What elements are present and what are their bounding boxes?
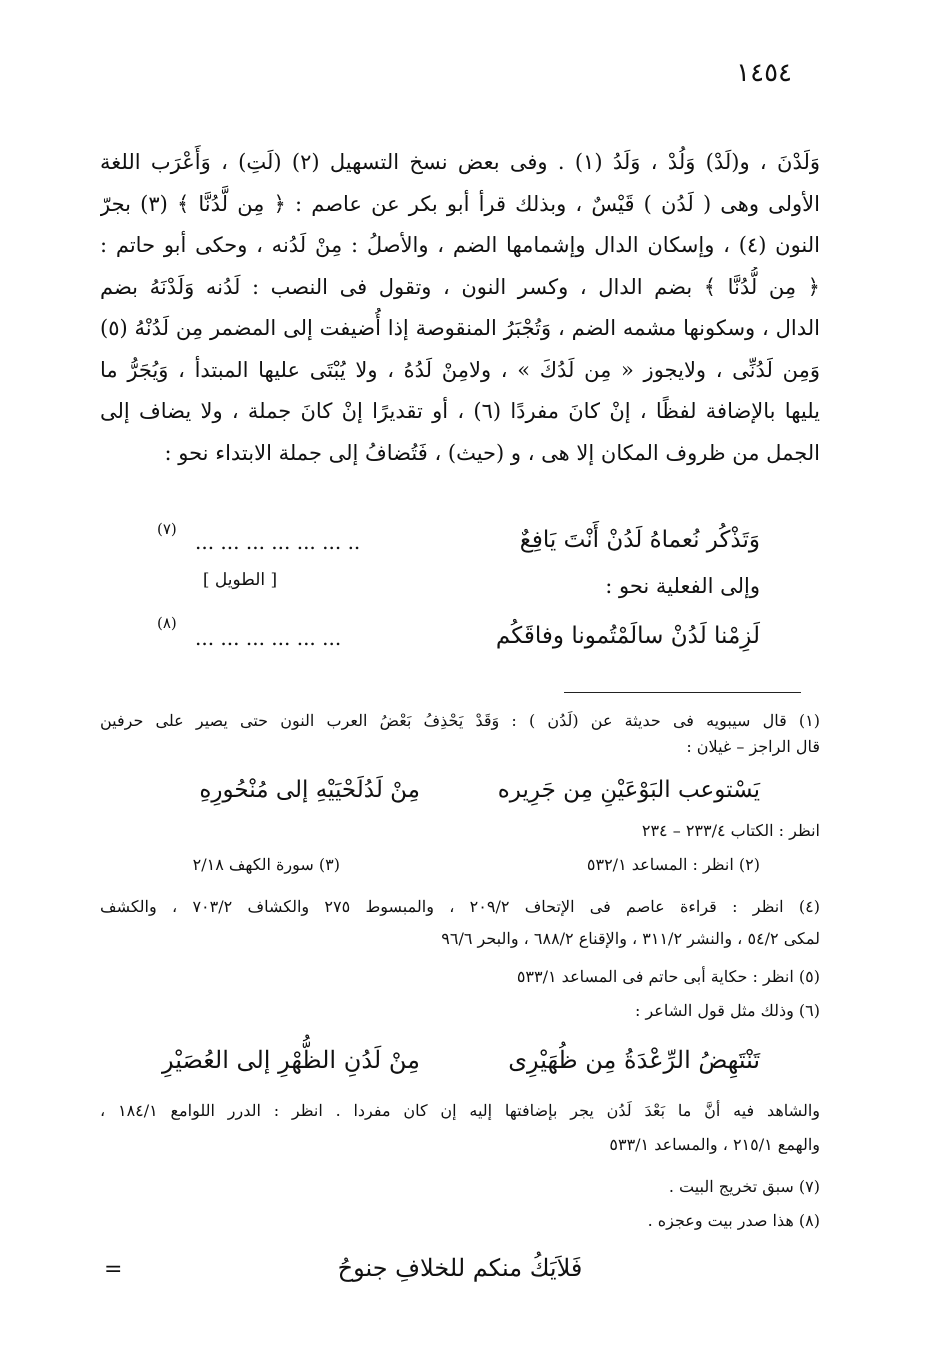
footnote-1-ref — [100, 818, 820, 844]
footnote-8 — [100, 1208, 820, 1234]
footnote-4-line: لمكى ٥٤/٢ ، والنشر ٣١١/٢ ، والإقناع ٦٨٨/٢ ، والبحر ٩٦/٦ — [441, 929, 820, 948]
footnote-1-reference: انظر : الكتاب ٢٣٣/٤ – ٢٣٤ — [641, 821, 820, 840]
footnote-7-text: (٧) سبق تخريج البيت . — [668, 1177, 820, 1196]
footnote-7 — [100, 1174, 820, 1200]
footnote-6-verse-second: مِنْ لَدُنِ الظُّهْرِ إلى العُصَيْرِ — [162, 1046, 420, 1074]
main-text-line: الجمل من ظروف المكان إلا هى ، و (حيث) ، فَتُضافُ إلى جملة الابتداء نحو : — [164, 440, 820, 465]
main-text-line: وَمِن لَدُنِّى ، ولايجوز « مِن لَدُكَ » ، ولامِنْ لَدُهُ ، ولا يُبْتَى عليها المبتدأ ، وَيُجَرُّ ما — [100, 357, 820, 382]
page-number: ١٤٥٤ — [736, 58, 792, 88]
main-text-line: النون (٤) ، وإسكان الدال وإشمامها الضم ، والأصلُ : مِنْ لَدُنه ، وحكى أبو حاتم : — [100, 233, 820, 257]
footnote-2-text: (٢) انظر : المساعد ٥٣٢/١ — [586, 855, 760, 874]
footnote-4-line: (٤) انظر : قراءة عاصم فى الإتحاف ٢٠٩/٢ ، والمبسوط ٢٧٥ والكشاف ٧٠٣/٢ ، والكشف — [100, 897, 820, 916]
footnote-1-verse-first: يَسْتوعب البَوْعَيْنِ مِن جَرِيره — [497, 777, 760, 803]
footnote-6-note — [100, 1098, 820, 1158]
footnote-5 — [100, 964, 820, 990]
verse-2-dots: ... ... ... ... ... ... — [195, 626, 342, 650]
main-paragraph — [100, 142, 820, 474]
footnote-ref-7: (٧) — [157, 520, 177, 538]
footnote-1-line: قال الراجز – غيلان : — [686, 737, 820, 756]
footnote-2 — [460, 852, 760, 878]
footnote-ref-8: (٨) — [157, 614, 177, 632]
footnote-8-text: (٨) هذا صدر بيت وعجزه . — [647, 1211, 820, 1230]
verse-1-dots: ... ... ... ... ... ... .. — [195, 530, 361, 554]
footnote-6-note-line: والشاهد فيه أنَّ ما بَعْدَ لَدُن يجر بإضافتها إليه إن كان مفردا . انظر : الدرر اللوامع ١٨٤/١ ، — [100, 1101, 820, 1120]
footnote-1 — [100, 708, 820, 760]
footnote-3 — [100, 852, 340, 878]
footnote-5-text: (٥) انظر : حكاية أبى حاتم فى المساعد ٥٣٣/١ — [516, 967, 820, 986]
main-text-line: ﴿ مِن لُّدُنَّا ﴾ بضم الدال ، وكسر النون ، وتقول فى النصب : لَدُنه وَلَدْنَهُ بضم — [100, 274, 820, 299]
footnote-6-verse-first: تَنْتَهِضُ الرِّعْدَةُ مِن ظُهَيْرِى — [508, 1046, 760, 1074]
footnote-4 — [100, 894, 820, 952]
fi3liya-line: وإلى الفعلية نحو : — [605, 574, 760, 598]
verse-1-hemistich: وَتَذْكُر نُعماهُ لَدُنْ أَنْتَ يَافِعٌ — [519, 527, 760, 553]
footnote-separator — [564, 692, 801, 693]
footnote-6-text: (٦) وذلك مثل قول الشاعر : — [634, 1001, 820, 1020]
footnote-1-verse-second: مِنْ لَدُلَحْيَيْهِ إلى مُنْحُورِهِ — [199, 777, 420, 803]
main-text-line: الدال ، وسكونها مشمه الضم ، وَتُجْبَرُ المنقوصة إذا أُضيفت إلى المضمر مِن لَدُنْهُ (٥) — [100, 316, 820, 340]
main-text-line: يليها بالإضافة لفظًا ، إنْ كانَ مفردًا (٦) ، أو تقديرًا إنْ كانَ جملة ، ولا يضاف إلى — [100, 399, 820, 423]
main-text-line: وَلَدْنَ ، و(لَدْ) وَلُدْ ، وَلَدُ (١) . وفى بعض نسخ التسهيل (٢) (لَتِ) ، وَأَعْرَب اللغة — [100, 150, 820, 174]
footnote-6 — [100, 998, 820, 1024]
continuation-mark: = — [104, 1257, 123, 1282]
verse-2-hemistich: لَزِمْنا لَدُنْ سالَمْتُمونا وفاقَكُم — [495, 623, 760, 649]
main-text-line: الأولى وهى ( لَدُن ) قَيْسٌ ، وبذلك قرأ أبو بكر عن عاصم : ﴿ مِن لَّدُنَّا ﴾ (٣) بجرّ — [100, 191, 820, 216]
footnote-3-text: (٣) سورة الكهف ٢/١٨ — [192, 855, 340, 874]
meter-label: [ الطويل ] — [202, 570, 278, 590]
final-hemistich: فَلاَيَكُ منكم للخلافِ جنوحُ — [337, 1254, 583, 1282]
footnote-1-line: (١) قال سيبويه فى حديثة عن (لَدُن ) : وَقَدْ يَحْذِفُ بَعْضُ العرب النون حتى يصير على حرفين — [100, 711, 820, 730]
footnote-6-note-line: والهمع ٢١٥/١ ، والمساعد ٥٣٣/١ — [609, 1135, 820, 1154]
